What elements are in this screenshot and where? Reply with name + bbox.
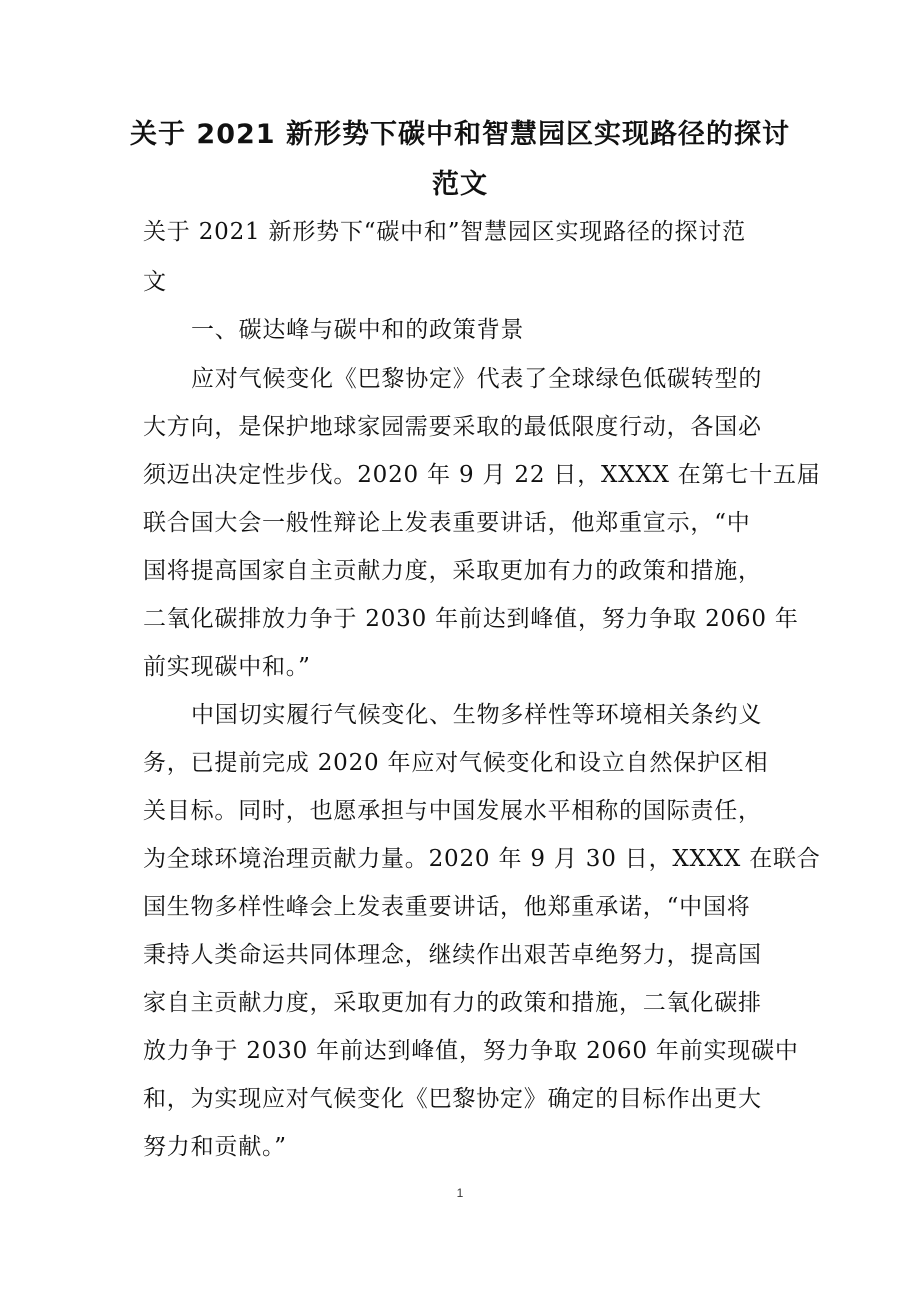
paragraph-2-line-10: 努力和贡献。” — [143, 1134, 287, 1160]
paragraph-1-line-1: 应对气候变化《巴黎协定》代表了全球绿色低碳转型的 — [191, 366, 763, 392]
page-number: 1 — [456, 1186, 464, 1200]
paragraph-1-line-3: 须迈出决定性步伐。2020 年 9 月 22 日，XXXX 在第七十五届 — [143, 462, 821, 488]
paragraph-2-line-5: 国生物多样性峰会上发表重要讲话，他郑重承诺，“中国将 — [143, 894, 751, 920]
subtitle-line-2: 文 — [143, 269, 167, 295]
paragraph-1-line-7: 前实现碳中和。” — [143, 654, 311, 680]
paragraph-2-line-1: 中国切实履行气候变化、生物多样性等环境相关条约义 — [191, 702, 763, 728]
paragraph-2-line-2: 务，已提前完成 2020 年应对气候变化和设立自然保护区相 — [143, 750, 769, 776]
paragraph-2-line-8: 放力争于 2030 年前达到峰值，努力争取 2060 年前实现碳中 — [143, 1038, 799, 1064]
document-title-line-1: 关于 2021 新形势下碳中和智慧园区实现路径的探讨 — [130, 119, 790, 150]
paragraph-1-line-6: 二氧化碳排放力争于 2030 年前达到峰值，努力争取 2060 年 — [143, 606, 799, 632]
paragraph-2-line-9: 和，为实现应对气候变化《巴黎协定》确定的目标作出更大 — [143, 1086, 762, 1112]
subtitle-line-1: 关于 2021 新形势下“碳中和”智慧园区实现路径的探讨范 — [143, 219, 746, 245]
section-heading: 一、碳达峰与碳中和的政策背景 — [191, 317, 525, 343]
paragraph-2-line-3: 关目标。同时，也愿承担与中国发展水平相称的国际责任， — [143, 798, 762, 824]
paragraph-1-line-2: 大方向，是保护地球家园需要采取的最低限度行动，各国必 — [143, 414, 762, 440]
document-title-line-2: 范文 — [432, 169, 488, 200]
paragraph-2-line-4: 为全球环境治理贡献力量。2020 年 9 月 30 日，XXXX 在联合 — [143, 846, 821, 872]
paragraph-1-line-4: 联合国大会一般性辩论上发表重要讲话，他郑重宣示，“中 — [143, 510, 751, 536]
paragraph-2-line-6: 秉持人类命运共同体理念，继续作出艰苦卓绝努力，提高国 — [143, 942, 762, 968]
paragraph-2-line-7: 家自主贡献力度，采取更加有力的政策和措施，二氧化碳排 — [143, 990, 762, 1016]
paragraph-1-line-5: 国将提高国家自主贡献力度，采取更加有力的政策和措施， — [143, 558, 762, 584]
